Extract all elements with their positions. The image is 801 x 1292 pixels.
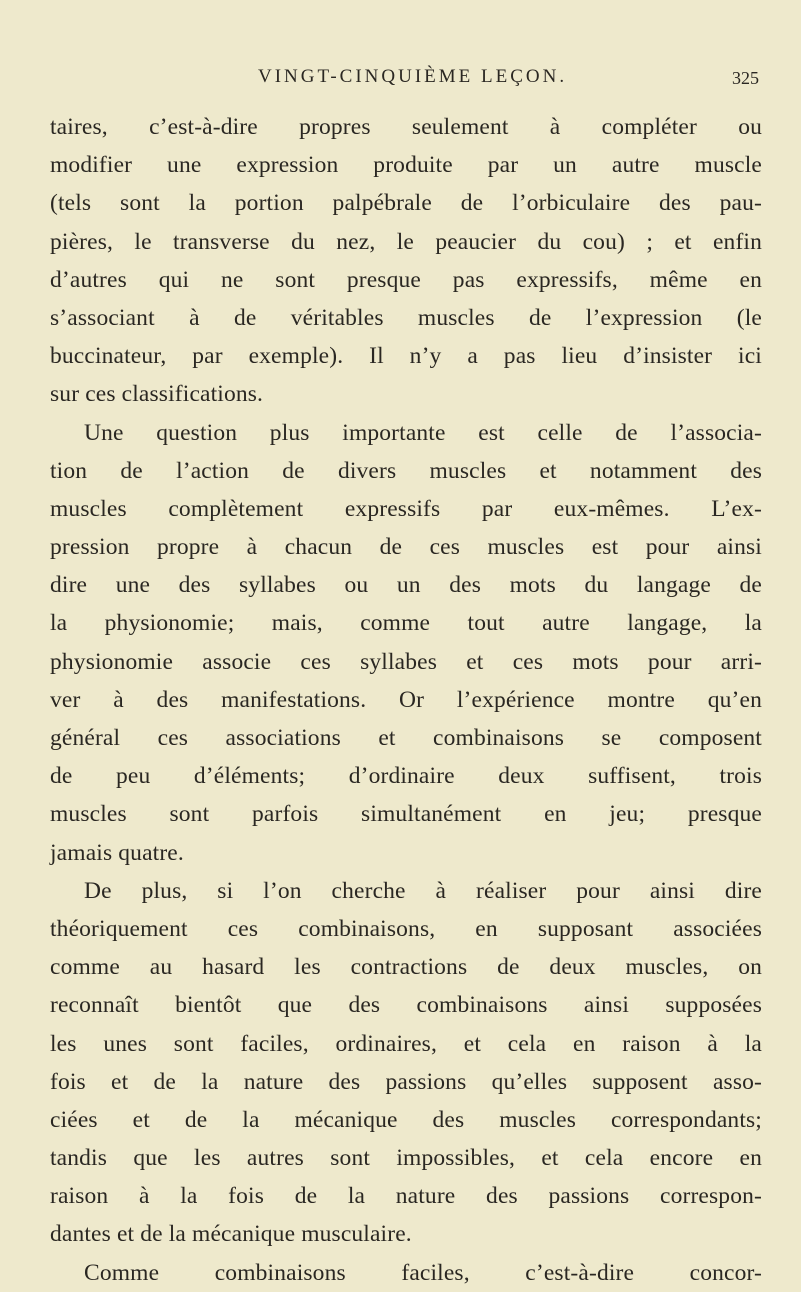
body-text [50, 108, 762, 1292]
text-line: reconnaît bientôt que des combinaisons ainsi supposées [50, 992, 762, 1019]
text-line: pression propre à chacun de ces muscles est pour ainsi [50, 534, 762, 561]
text-line: pières, le transverse du nez, le peaucier du cou) ; et enfin [50, 228, 762, 255]
text-line: taires, c’est-à-dire propres seulement à compléter ou [50, 114, 762, 140]
text-line: Comme combinaisons faciles, c’est-à-dire concor- [84, 1259, 762, 1286]
text-line: de peu d’éléments; d’ordinaire deux suffisent, trois [50, 763, 762, 790]
text-line: comme au hasard les contractions de deux muscles, on [50, 954, 762, 981]
text-line: tandis que les autres sont impossibles, et cela encore en [50, 1145, 762, 1172]
text-line: sur ces classifications. [50, 381, 264, 408]
text-line: les unes sont faciles, ordinaires, et cela en raison à la [50, 1030, 762, 1057]
page-number: 325 [732, 68, 759, 88]
text-line: ver à des manifestations. Or l’expérience montre qu’en [50, 686, 762, 713]
text-line: tion de l’action de divers muscles et notamment des [50, 457, 762, 484]
text-line: muscles sont parfois simultanément en jeu; presque [50, 801, 762, 828]
text-line: Une question plus importante est celle de l’associa- [84, 419, 762, 446]
text-line: général ces associations et combinaisons se composent [50, 725, 762, 751]
text-line: jamais quatre. [50, 839, 184, 866]
text-line: ciées et de la mécanique des muscles correspondants; [50, 1106, 762, 1133]
text-line: fois et de la nature des passions qu’elles supposent asso- [50, 1068, 762, 1095]
text-line: dantes et de la mécanique musculaire. [50, 1221, 412, 1248]
text-line: buccinateur, par exemple). Il n’y a pas lieu d’insister ici [50, 343, 762, 370]
page-header [258, 66, 758, 100]
text-line: (tels sont la portion palpébrale de l’orbiculaire des pau- [50, 190, 762, 217]
text-line: raison à la fois de la nature des passions correspon- [50, 1183, 762, 1210]
text-line: théoriquement ces combinaisons, en supposant associées [50, 915, 762, 942]
text-line: s’associant à de véritables muscles de l’expression (le [50, 304, 762, 331]
text-line: la physionomie; mais, comme tout autre langage, la [50, 610, 762, 637]
running-head: VINGT-CINQUIÈME LEÇON. [258, 66, 568, 87]
text-line: d’autres qui ne sont presque pas expressifs, même en [50, 266, 762, 293]
text-line: dire une des syllabes ou un des mots du langage de [50, 572, 762, 599]
text-line: De plus, si l’on cherche à réaliser pour ainsi dire [84, 877, 762, 904]
text-line: physionomie associe ces syllabes et ces mots pour arri- [50, 648, 762, 675]
text-line: modifier une expression produite par un autre muscle [50, 152, 762, 179]
text-line: muscles complètement expressifs par eux-mêmes. L’ex- [50, 495, 762, 522]
